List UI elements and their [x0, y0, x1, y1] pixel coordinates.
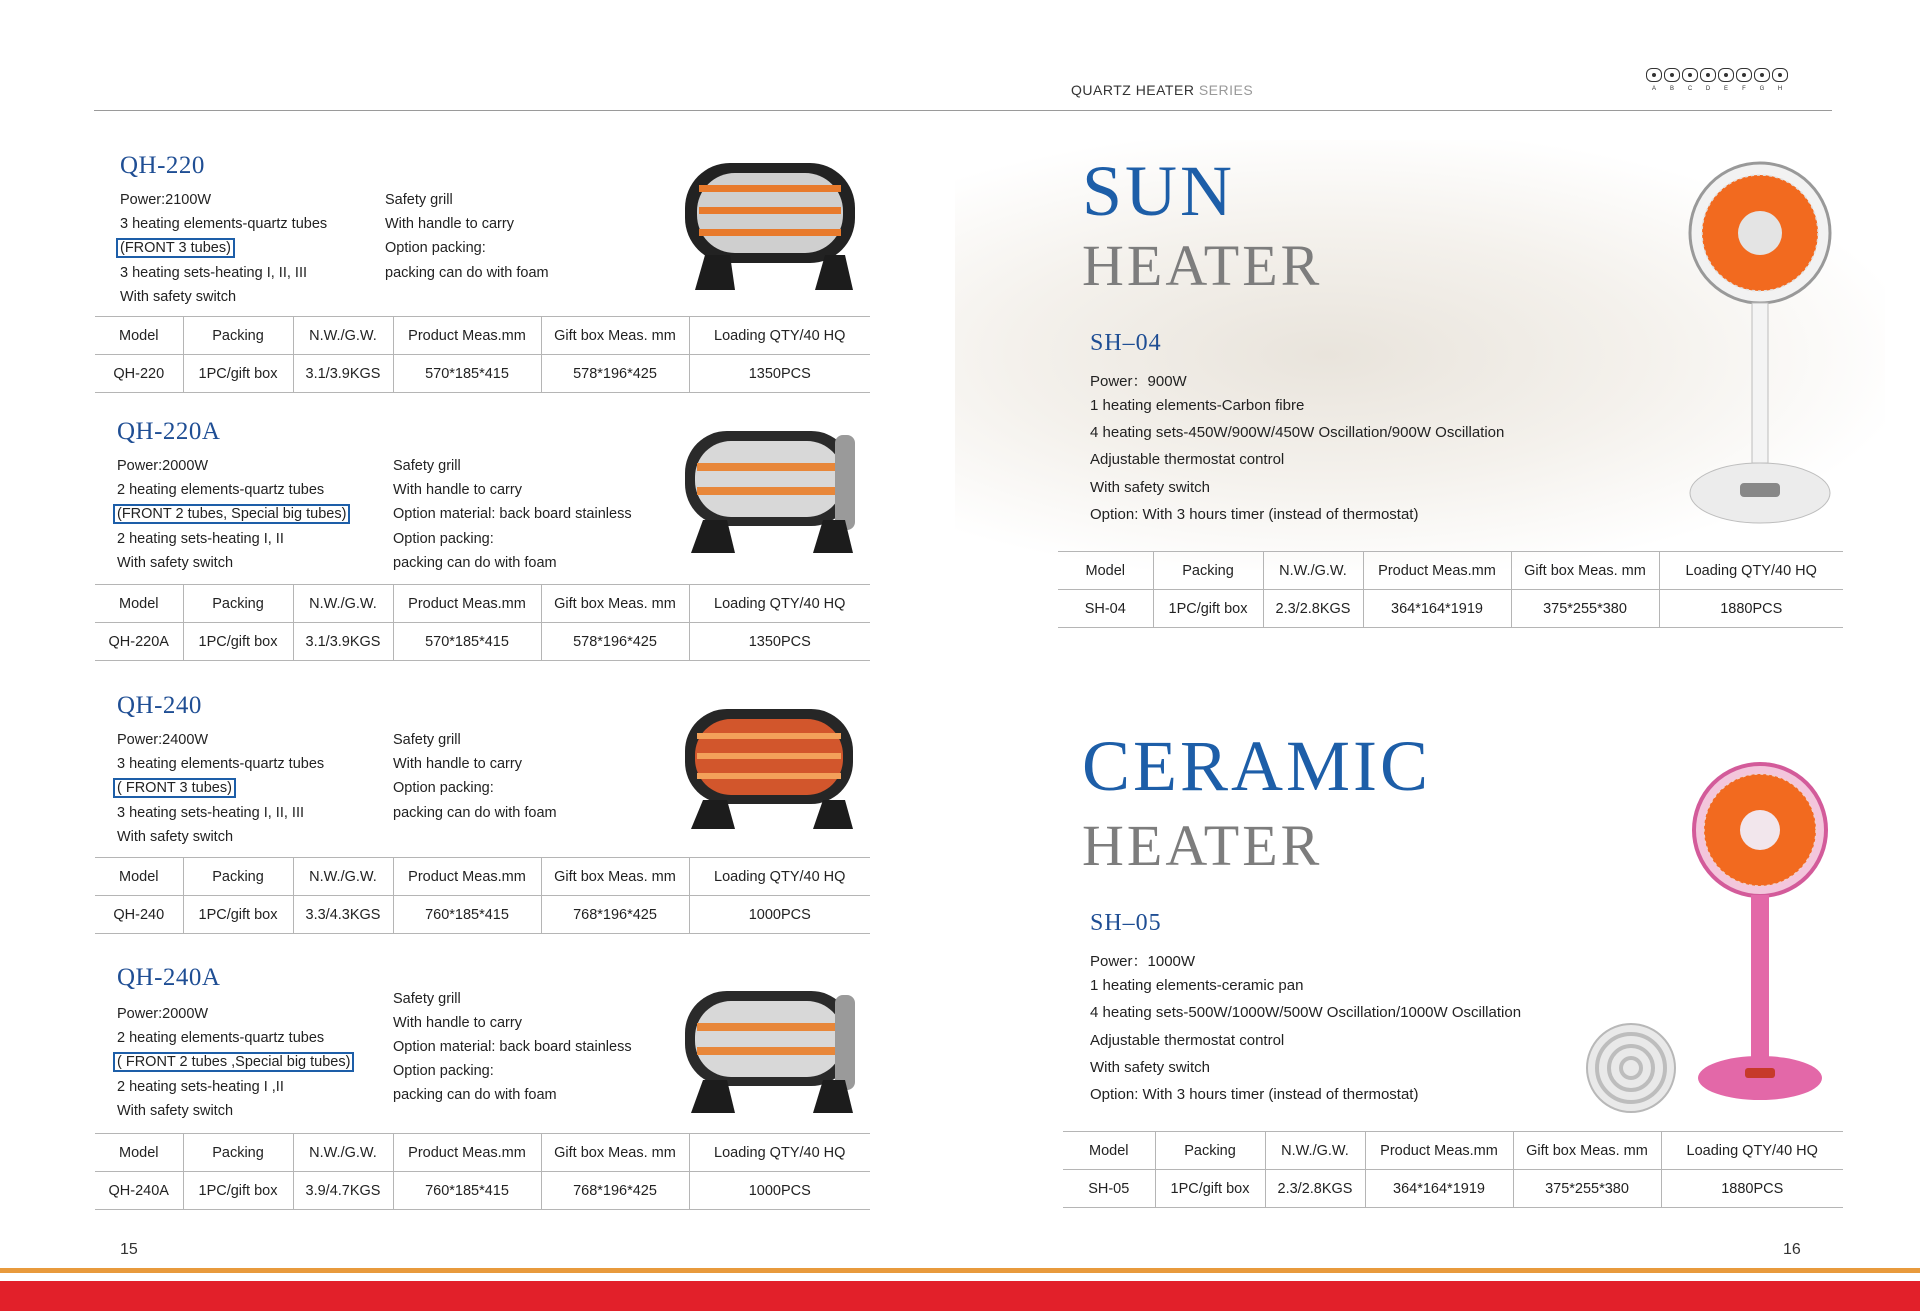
spec-line: With handle to carry	[393, 756, 522, 772]
spec-table	[1063, 1131, 1843, 1208]
table-header-cell: Gift box Meas. mm	[1513, 1132, 1661, 1170]
table-header-cell: Gift box Meas. mm	[541, 858, 689, 896]
plug-icon	[1664, 68, 1680, 82]
table-cell: SH-05	[1063, 1170, 1155, 1208]
quartz-heater-image	[675, 155, 867, 295]
table-header-row	[95, 585, 870, 623]
table-header-cell: Model	[95, 317, 183, 355]
table-header-cell: Model	[1063, 1132, 1155, 1170]
table-cell: 760*185*415	[393, 896, 541, 934]
spec-line: With safety switch	[1090, 479, 1211, 496]
table-header-row	[95, 317, 870, 355]
spec-line: 3 heating sets-heating I, II, III	[117, 805, 304, 821]
spec-line: Adjustable thermostat control	[1090, 451, 1285, 468]
spec-line: Safety grill	[393, 991, 461, 1007]
spec-line: Safety grill	[393, 732, 461, 748]
section-title-bottom: HEATER	[1082, 233, 1323, 298]
table-header-cell: Model	[95, 585, 183, 623]
table-cell: 570*185*415	[393, 623, 541, 661]
table-header-row	[95, 858, 870, 896]
plug-icon	[1736, 68, 1752, 82]
table-header-cell: Product Meas.mm	[393, 858, 541, 896]
table-header-cell: Packing	[183, 1134, 293, 1172]
plug-icon	[1754, 68, 1770, 82]
quartz-heater-image	[675, 425, 867, 555]
spec-line: 1 heating elements-Carbon fibre	[1090, 397, 1305, 414]
spec-line: 3 heating sets-heating I, II, III	[120, 265, 307, 281]
table-cell: 3.3/4.3KGS	[293, 896, 393, 934]
table-header-cell: Product Meas.mm	[1363, 552, 1511, 590]
spec-line: 1 heating elements-ceramic pan	[1090, 977, 1304, 994]
table-cell: 570*185*415	[393, 355, 541, 393]
spec-line: Option packing:	[393, 780, 494, 796]
spec-line: With safety switch	[120, 289, 237, 305]
table-header-cell: Gift box Meas. mm	[541, 317, 689, 355]
table-header-cell: Gift box Meas. mm	[541, 1134, 689, 1172]
quartz-heater-image	[675, 705, 867, 830]
table-header-cell: Packing	[1155, 1132, 1265, 1170]
plug-icon	[1682, 68, 1698, 82]
spec-line: Power：900W	[1090, 373, 1187, 390]
table-header-cell: Loading QTY/40 HQ	[1661, 1132, 1843, 1170]
spec-line: With safety switch	[117, 555, 234, 571]
spec-line: 2 heating sets-heating I ,II	[117, 1079, 284, 1095]
spec-line: Power:2400W	[117, 732, 209, 748]
spec-line: Option: With 3 hours timer (instead of thermostat)	[1090, 1086, 1419, 1103]
table-row	[95, 1172, 870, 1210]
table-header-row	[1063, 1132, 1843, 1170]
table-header-cell: Product Meas.mm	[1365, 1132, 1513, 1170]
table-cell: 375*255*380	[1513, 1170, 1661, 1208]
plug-letter: G	[1759, 86, 1765, 92]
plug-letter: D	[1705, 86, 1711, 92]
spec-line: Option material: back board stainless	[393, 506, 632, 522]
table-cell: 3.9/4.7KGS	[293, 1172, 393, 1210]
plug-type-icons	[1646, 68, 1788, 82]
table-header-cell: Model	[1058, 552, 1153, 590]
section-title-bottom: HEATER	[1082, 813, 1323, 878]
table-cell: 364*164*1919	[1365, 1170, 1513, 1208]
section-title-top: SUN	[1082, 151, 1236, 231]
table-header-row	[95, 1134, 870, 1172]
spec-line: 3 heating elements-quartz tubes	[117, 756, 325, 772]
product-model-title: SH–05	[1090, 910, 1162, 936]
page-number-right: 16	[1783, 1241, 1801, 1258]
table-cell: 3.1/3.9KGS	[293, 355, 393, 393]
table-header-cell: Loading QTY/40 HQ	[689, 585, 870, 623]
spec-line: 2 heating sets-heating I, II	[117, 531, 284, 547]
product-model-title: QH-220	[120, 152, 205, 179]
plug-icon	[1772, 68, 1788, 82]
ceramic-heater-image	[1685, 760, 1835, 1105]
table-cell: QH-240A	[95, 1172, 183, 1210]
spec-line: Power：1000W	[1090, 953, 1196, 970]
table-header-cell: Model	[95, 858, 183, 896]
spec-line: With handle to carry	[393, 1015, 522, 1031]
spec-line: 4 heating sets-450W/900W/450W Oscillation/900W Oscillation	[1090, 424, 1505, 441]
table-cell: 760*185*415	[393, 1172, 541, 1210]
plug-letter: A	[1651, 86, 1656, 92]
page-number-left: 15	[120, 1241, 138, 1258]
plug-letter: B	[1669, 86, 1674, 92]
spec-line: Power:2100W	[120, 192, 212, 208]
section-title-top: CERAMIC	[1082, 726, 1432, 806]
table-header-cell: Loading QTY/40 HQ	[1659, 552, 1843, 590]
table-cell: 2.3/2.8KGS	[1265, 1170, 1365, 1208]
plug-letter: C	[1687, 86, 1693, 92]
table-cell: QH-240	[95, 896, 183, 934]
table-header-cell: Gift box Meas. mm	[1511, 552, 1659, 590]
table-header-cell: Loading QTY/40 HQ	[689, 1134, 870, 1172]
table-cell: 364*164*1919	[1363, 590, 1511, 628]
spec-line: With handle to carry	[385, 216, 514, 232]
table-header-cell: Gift box Meas. mm	[541, 585, 689, 623]
spec-line: 2 heating elements-quartz tubes	[117, 482, 325, 498]
spec-line: With safety switch	[117, 1103, 234, 1119]
table-header-cell: Product Meas.mm	[393, 585, 541, 623]
footer-red-band	[0, 1281, 1920, 1311]
table-cell: 1PC/gift box	[183, 355, 293, 393]
table-cell: QH-220	[95, 355, 183, 393]
spec-line: 4 heating sets-500W/1000W/500W Oscillation/1000W Oscillation	[1090, 1004, 1522, 1021]
product-model-title: QH-220A	[117, 418, 221, 445]
spec-line: Option material: back board stainless	[393, 1039, 632, 1055]
spec-line: Power:2000W	[117, 458, 209, 474]
spec-line: 2 heating elements-quartz tubes	[117, 1030, 325, 1046]
spec-line: 3 heating elements-quartz tubes	[120, 216, 328, 232]
table-cell: 578*196*425	[541, 623, 689, 661]
table-cell: 375*255*380	[1511, 590, 1659, 628]
table-header-cell: N.W./G.W.	[293, 858, 393, 896]
spec-line: Option packing:	[393, 1063, 494, 1079]
plug-letter: E	[1723, 86, 1728, 92]
table-cell: 768*196*425	[541, 896, 689, 934]
series-subtitle: SERIES	[1198, 82, 1254, 98]
plug-icon	[1700, 68, 1716, 82]
table-header-cell: N.W./G.W.	[293, 317, 393, 355]
table-cell: 1000PCS	[689, 1172, 870, 1210]
table-header-cell: Packing	[1153, 552, 1263, 590]
table-row	[1063, 1170, 1843, 1208]
table-row	[1058, 590, 1843, 628]
table-row	[95, 355, 870, 393]
table-cell: 1000PCS	[689, 896, 870, 934]
spec-boxed-note: (FRONT 3 tubes)	[116, 238, 235, 258]
spec-line: With safety switch	[1090, 1059, 1211, 1076]
table-cell: 1PC/gift box	[183, 623, 293, 661]
table-cell: 1PC/gift box	[1153, 590, 1263, 628]
spec-line: Safety grill	[393, 458, 461, 474]
spec-boxed-note: (FRONT 2 tubes, Special big tubes)	[113, 504, 350, 524]
spec-boxed-note: ( FRONT 3 tubes)	[113, 778, 236, 798]
spec-line: Safety grill	[385, 192, 453, 208]
series-header	[1071, 82, 1253, 98]
table-cell: QH-220A	[95, 623, 183, 661]
table-cell: 768*196*425	[541, 1172, 689, 1210]
spec-table	[95, 316, 870, 393]
spec-table	[95, 584, 870, 661]
table-cell: 1PC/gift box	[183, 896, 293, 934]
table-header-cell: Packing	[183, 317, 293, 355]
spec-boxed-note: ( FRONT 2 tubes ,Special big tubes)	[113, 1052, 354, 1072]
spec-table	[95, 1133, 870, 1210]
table-header-cell: Packing	[183, 585, 293, 623]
table-cell: 1350PCS	[689, 355, 870, 393]
plug-icon	[1718, 68, 1734, 82]
product-model-title: QH-240A	[117, 964, 221, 991]
table-cell: 3.1/3.9KGS	[293, 623, 393, 661]
product-model-title: SH–04	[1090, 330, 1162, 356]
spec-line: With handle to carry	[393, 482, 522, 498]
plug-letter: H	[1777, 86, 1783, 92]
table-cell: 1PC/gift box	[183, 1172, 293, 1210]
table-header-cell: Loading QTY/40 HQ	[689, 317, 870, 355]
plug-icon	[1646, 68, 1662, 82]
table-cell: 1880PCS	[1659, 590, 1843, 628]
table-header-cell: N.W./G.W.	[293, 1134, 393, 1172]
table-header-cell: Loading QTY/40 HQ	[689, 858, 870, 896]
plug-letter: F	[1742, 86, 1746, 92]
spec-line: Option packing:	[385, 240, 486, 256]
quartz-heater-image	[675, 985, 867, 1115]
table-header-cell: Product Meas.mm	[393, 317, 541, 355]
table-header-row	[1058, 552, 1843, 590]
table-header-cell: Model	[95, 1134, 183, 1172]
table-cell: 1880PCS	[1661, 1170, 1843, 1208]
ceramic-pan-image	[1585, 1022, 1677, 1114]
table-cell: 578*196*425	[541, 355, 689, 393]
table-header-cell: Product Meas.mm	[393, 1134, 541, 1172]
table-header-cell: N.W./G.W.	[1265, 1132, 1365, 1170]
spec-line: With safety switch	[117, 829, 234, 845]
table-row	[95, 896, 870, 934]
sun-heater-image	[1680, 158, 1840, 528]
spec-line: Option: With 3 hours timer (instead of thermostat)	[1090, 506, 1419, 523]
table-cell: 1PC/gift box	[1155, 1170, 1265, 1208]
table-header-cell: Packing	[183, 858, 293, 896]
spec-table	[95, 857, 870, 934]
spec-line: Power:2000W	[117, 1006, 209, 1022]
table-header-cell: N.W./G.W.	[1263, 552, 1363, 590]
spec-line: Adjustable thermostat control	[1090, 1032, 1285, 1049]
spec-line: packing can do with foam	[393, 805, 557, 821]
plug-letters	[1646, 86, 1788, 92]
spec-line: packing can do with foam	[385, 265, 549, 281]
table-cell: SH-04	[1058, 590, 1153, 628]
spec-line: packing can do with foam	[393, 1087, 557, 1103]
spec-line: packing can do with foam	[393, 555, 557, 571]
table-row	[95, 623, 870, 661]
series-title: QUARTZ HEATER	[1071, 82, 1195, 98]
table-header-cell: N.W./G.W.	[293, 585, 393, 623]
table-cell: 1350PCS	[689, 623, 870, 661]
table-cell: 2.3/2.8KGS	[1263, 590, 1363, 628]
product-model-title: QH-240	[117, 692, 202, 719]
footer-orange-stripe	[0, 1268, 1920, 1273]
spec-table	[1058, 551, 1843, 628]
header-divider	[94, 110, 1832, 111]
spec-line: Option packing:	[393, 531, 494, 547]
